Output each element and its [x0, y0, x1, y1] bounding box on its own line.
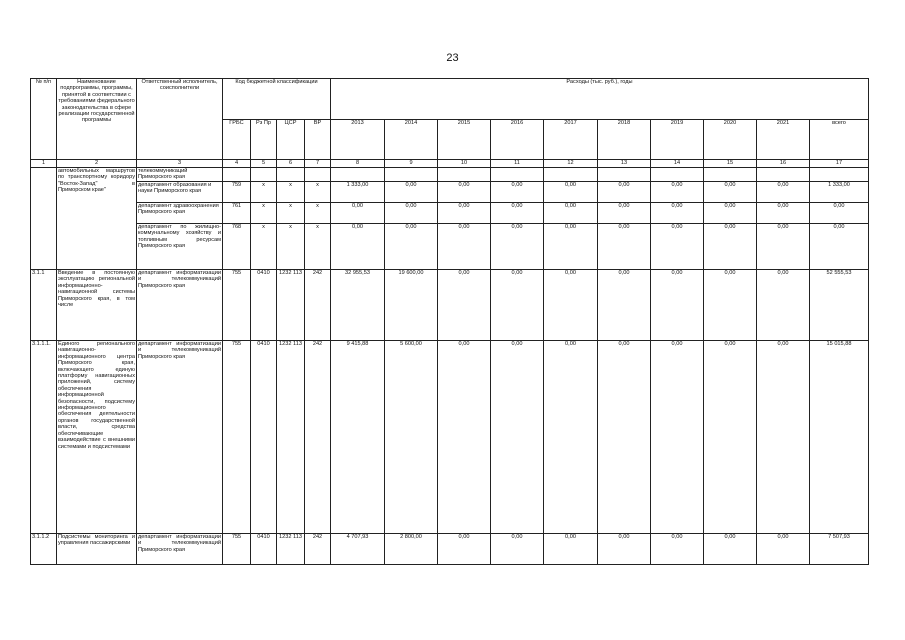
row-value: 0,00 — [491, 182, 544, 203]
column-number: 10 — [438, 160, 491, 168]
row-value: 0,00 — [438, 341, 491, 534]
row-rzpr: x — [251, 224, 277, 270]
header-name: Наименование подпрограммы, программы, принятой в соответствии с требованиями федерального законодательства в сфере реализации государственной программы — [57, 79, 137, 160]
row-value: 0,00 — [598, 182, 651, 203]
row-value: 0,00 — [704, 182, 757, 203]
row-grbs: 759 — [223, 182, 251, 203]
row-value: 4 707,93 — [331, 534, 385, 565]
column-number: 3 — [137, 160, 223, 168]
row-value: 0,00 — [438, 270, 491, 341]
column-number: 12 — [544, 160, 598, 168]
row-csr: x — [277, 182, 305, 203]
column-number: 4 — [223, 160, 251, 168]
row-csr: 1232 113 — [277, 270, 305, 341]
row-name: Введение в постоянную эксплуатацию региональной информационно-навигационной системы Приморского края, в том числе — [57, 270, 137, 341]
row-value — [491, 168, 544, 182]
header-grbs: ГРБС — [223, 119, 251, 160]
row-value: 0,00 — [544, 182, 598, 203]
column-number: 8 — [331, 160, 385, 168]
header-year-2020: 2020 — [704, 119, 757, 160]
row-value: 0,00 — [544, 534, 598, 565]
row-csr: 1232 113 — [277, 341, 305, 534]
row-rzpr — [251, 168, 277, 182]
row-value: 0,00 — [598, 203, 651, 224]
row-value: 0,00 — [704, 534, 757, 565]
row-value: 0,00 — [704, 341, 757, 534]
row-total — [810, 168, 869, 182]
header-no: № п/п — [31, 79, 57, 160]
row-csr: 1232 113 — [277, 534, 305, 565]
row-grbs: 761 — [223, 203, 251, 224]
row-responsible: департамент образования и науки Приморского края — [137, 182, 223, 203]
header-vr: ВР — [305, 119, 331, 160]
row-value: 0,00 — [651, 182, 704, 203]
row-vr: 242 — [305, 534, 331, 565]
row-grbs: 768 — [223, 224, 251, 270]
row-value: 0,00 — [331, 224, 385, 270]
column-number-row — [31, 160, 869, 168]
header-year-2014: 2014 — [385, 119, 438, 160]
row-name: автомобильных маршрутов по транспортному коридору "Восток-Запад" в Приморском крае" — [57, 168, 137, 270]
row-value: 0,00 — [757, 534, 810, 565]
row-number: 3.1.1 — [31, 270, 57, 341]
row-responsible: департамент информатизации и телекоммуникаций Приморского края — [137, 534, 223, 565]
table-row — [31, 203, 869, 224]
row-rzpr: x — [251, 182, 277, 203]
column-number: 15 — [704, 160, 757, 168]
header-year-2016: 2016 — [491, 119, 544, 160]
column-number: 9 — [385, 160, 438, 168]
row-value: 0,00 — [757, 341, 810, 534]
row-total: 7 507,93 — [810, 534, 869, 565]
row-value: 0,00 — [704, 270, 757, 341]
row-value: 0,00 — [544, 203, 598, 224]
row-csr: x — [277, 203, 305, 224]
row-number: 3.1.1.2 — [31, 534, 57, 565]
row-value: 0,00 — [704, 203, 757, 224]
row-value: 0,00 — [651, 224, 704, 270]
row-value: 0,00 — [544, 341, 598, 534]
row-value: 0,00 — [651, 203, 704, 224]
row-vr: x — [305, 224, 331, 270]
row-vr — [305, 168, 331, 182]
table-row — [31, 168, 869, 182]
row-value: 0,00 — [491, 534, 544, 565]
row-value — [544, 168, 598, 182]
row-value: 0,00 — [598, 534, 651, 565]
row-value: 0,00 — [438, 534, 491, 565]
row-grbs: 755 — [223, 341, 251, 534]
row-rzpr: x — [251, 203, 277, 224]
row-value: 0,00 — [598, 270, 651, 341]
row-name: Единого регионального навигационно-информационного центра Приморского края, включающего единую платформу навигационных приложений, систему обеспечения информационной безопасности, подсистему информационного обеспечения деятельности органов государственной власти, средства обеспечивающие взаимодействие с внешними системами и подсистемами — [57, 341, 137, 534]
header-total: всего — [810, 119, 869, 160]
header-budget-classification: Код бюджетной классификации — [223, 79, 331, 120]
header-row-1 — [31, 79, 869, 120]
row-value: 0,00 — [704, 224, 757, 270]
column-number: 16 — [757, 160, 810, 168]
row-value — [651, 168, 704, 182]
row-value: 0,00 — [385, 224, 438, 270]
header-year-2019: 2019 — [651, 119, 704, 160]
column-number: 7 — [305, 160, 331, 168]
row-value: 0,00 — [331, 203, 385, 224]
header-rzpr: Рз Пр — [251, 119, 277, 160]
row-value: 0,00 — [385, 182, 438, 203]
row-value: 0,00 — [757, 182, 810, 203]
column-number: 17 — [810, 160, 869, 168]
row-value: 0,00 — [651, 534, 704, 565]
page-number: 23 — [446, 52, 459, 64]
row-value: 0,00 — [438, 224, 491, 270]
row-value: 0,00 — [598, 224, 651, 270]
table-row — [31, 534, 869, 565]
row-value: 0,00 — [491, 224, 544, 270]
table-row — [31, 270, 869, 341]
row-total: 0,00 — [810, 203, 869, 224]
row-value: 0,00 — [544, 270, 598, 341]
budget-table — [30, 78, 869, 565]
row-csr — [277, 168, 305, 182]
row-vr: 242 — [305, 341, 331, 534]
row-value: 5 600,00 — [385, 341, 438, 534]
row-value: 32 955,53 — [331, 270, 385, 341]
row-value: 19 600,00 — [385, 270, 438, 341]
row-total: 52 555,53 — [810, 270, 869, 341]
row-value: 0,00 — [757, 224, 810, 270]
header-year-2015: 2015 — [438, 119, 491, 160]
row-value: 0,00 — [757, 270, 810, 341]
row-value — [438, 168, 491, 182]
row-responsible: департамент информатизации и телекоммуникаций Приморского края — [137, 270, 223, 341]
row-number — [31, 168, 57, 270]
row-value: 0,00 — [491, 341, 544, 534]
header-expenses: Расходы (тыс. руб.), годы — [331, 79, 869, 120]
column-number: 6 — [277, 160, 305, 168]
header-year-2017: 2017 — [544, 119, 598, 160]
row-value: 0,00 — [385, 203, 438, 224]
row-total: 1 333,00 — [810, 182, 869, 203]
row-rzpr: 0410 — [251, 534, 277, 565]
header-year-2013: 2013 — [331, 119, 385, 160]
row-value: 0,00 — [491, 203, 544, 224]
column-number: 13 — [598, 160, 651, 168]
column-number: 11 — [491, 160, 544, 168]
row-responsible: департамент здравоохранения Приморского края — [137, 203, 223, 224]
row-value: 9 415,88 — [331, 341, 385, 534]
row-csr: x — [277, 224, 305, 270]
row-total: 15 015,88 — [810, 341, 869, 534]
row-value: 0,00 — [438, 182, 491, 203]
row-value — [331, 168, 385, 182]
row-value: 0,00 — [598, 341, 651, 534]
table-row — [31, 182, 869, 203]
row-value — [385, 168, 438, 182]
row-value — [757, 168, 810, 182]
row-vr: x — [305, 203, 331, 224]
row-total: 0,00 — [810, 224, 869, 270]
header-responsible: Ответственный исполнитель, соисполнители — [137, 79, 223, 160]
row-vr: x — [305, 182, 331, 203]
row-value: 0,00 — [491, 270, 544, 341]
row-grbs: 755 — [223, 534, 251, 565]
row-value: 2 800,00 — [385, 534, 438, 565]
row-responsible: департамент по жилищно-коммунальному хозяйству и топливным ресурсам Приморского края — [137, 224, 223, 270]
row-number: 3.1.1.1. — [31, 341, 57, 534]
row-rzpr: 0410 — [251, 270, 277, 341]
row-value: 0,00 — [757, 203, 810, 224]
header-year-2021: 2021 — [757, 119, 810, 160]
header-csr: ЦСР — [277, 119, 305, 160]
column-number: 2 — [57, 160, 137, 168]
row-responsible: департамент информатизации и телекоммуникаций Приморского края — [137, 341, 223, 534]
row-value: 0,00 — [438, 203, 491, 224]
row-value — [704, 168, 757, 182]
row-responsible: телекоммуникаций Приморского края — [137, 168, 223, 182]
table-row — [31, 224, 869, 270]
row-grbs: 755 — [223, 270, 251, 341]
column-number: 5 — [251, 160, 277, 168]
row-vr: 242 — [305, 270, 331, 341]
row-name: Подсистемы мониторинга и управления пассажирскими — [57, 534, 137, 565]
row-value: 0,00 — [651, 341, 704, 534]
table-row — [31, 341, 869, 534]
row-grbs — [223, 168, 251, 182]
row-rzpr: 0410 — [251, 341, 277, 534]
row-value: 1 333,00 — [331, 182, 385, 203]
row-value: 0,00 — [651, 270, 704, 341]
row-value: 0,00 — [544, 224, 598, 270]
header-year-2018: 2018 — [598, 119, 651, 160]
row-value — [598, 168, 651, 182]
column-number: 1 — [31, 160, 57, 168]
column-number: 14 — [651, 160, 704, 168]
